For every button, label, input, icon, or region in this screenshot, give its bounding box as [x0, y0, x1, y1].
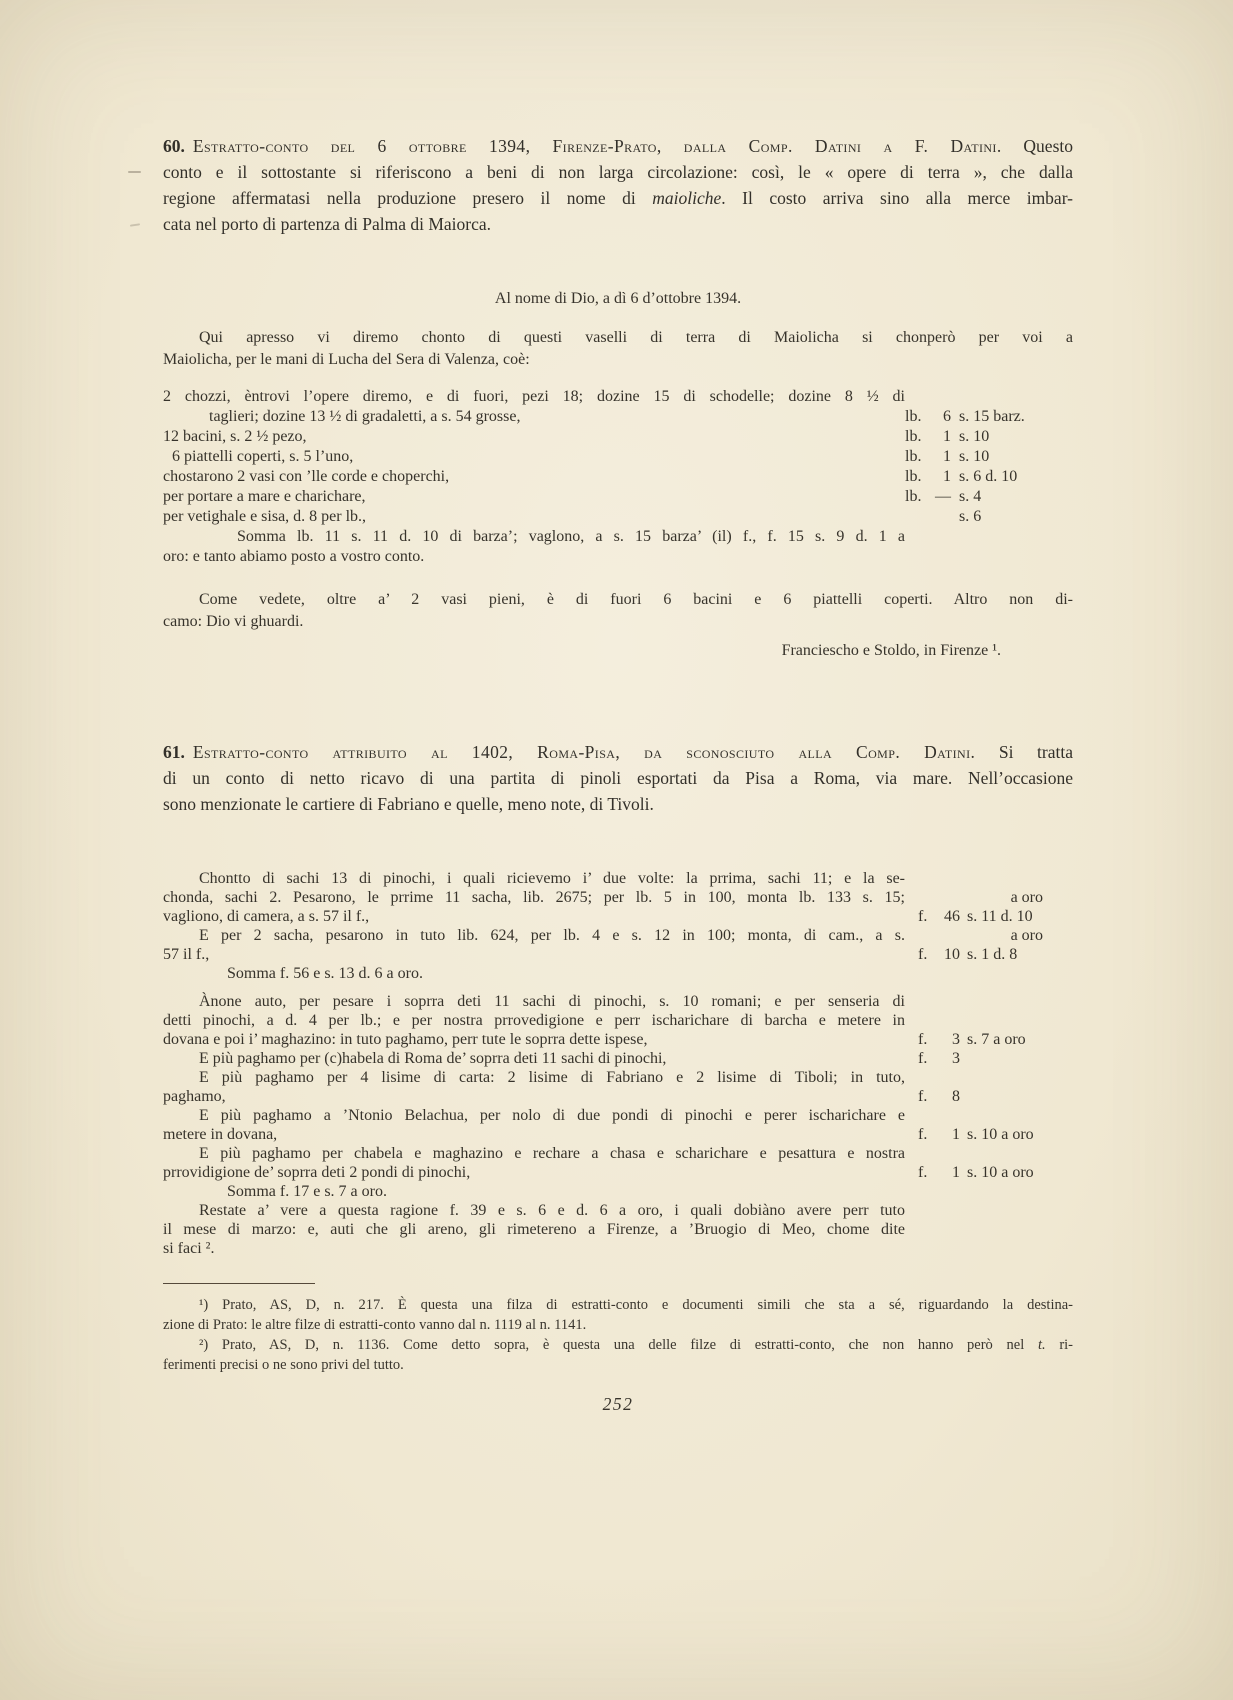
paragraph-line: Qui apresso vi diremo chonto di questi vaselli di terra di Maiolicha si chonperò per voi a — [199, 329, 1073, 346]
account-entry-line — [163, 964, 1073, 983]
entry-text: E più paghamo a ’Ntonio Belachua, per nolo di due pondi di pinochi e perer ischarichare e — [199, 1107, 905, 1124]
entry-text: 6 piattelli coperti, s. 5 l’uno, — [172, 448, 354, 465]
section-title: Estratto-conto attribuito al 1402, Roma-Pisa, da sconosciuto alla Comp. Datini. — [192, 742, 976, 762]
entry-amount — [905, 487, 1073, 507]
amount-unit: lb. — [905, 428, 922, 445]
amount-subunits: s. 10 — [959, 428, 990, 445]
entry-text: oro: e tanto abiamo posto a vostro conto. — [163, 548, 425, 565]
amount-value: 8 — [952, 1088, 960, 1105]
amount-unit: f. — [918, 908, 928, 925]
account-entry-line — [163, 1239, 1073, 1258]
amount-subunits: s. 1 d. 8 — [967, 946, 1018, 963]
section-title: Estratto-conto del 6 ottobre 1394, Firenze-Prato, dalla Comp. Datini a F. Datini. — [192, 136, 1002, 156]
amount-subunits: s. 6 — [959, 508, 982, 525]
amount-unit: lb. — [905, 488, 922, 505]
amount-value: 1 — [943, 428, 951, 445]
paragraph-line: Come vedete, oltre a’ 2 vasi pieni, è di fuori 6 bacini e 6 piattelli coperti. Altro non di- — [199, 591, 1073, 608]
headnote-line: conto e il sottostante si riferiscono a beni di non larga circolazione: così, le « opere di terra », che dalla — [163, 162, 1073, 182]
footnote-line: ferimenti precisi o ne sono privi del tutto. — [163, 1357, 404, 1373]
account-block-61 — [163, 869, 1073, 1258]
amount-unit: f. — [918, 1126, 928, 1143]
entry-amount — [905, 1049, 1073, 1068]
account-entry-line — [163, 447, 1073, 467]
amount-tail: a oro — [1010, 889, 1043, 906]
entry-amount — [905, 1087, 1073, 1106]
account-entry-line — [163, 1087, 1073, 1106]
footnotes-block — [163, 1283, 1073, 1375]
headnote-line: cata nel porto di partenza di Palma di Maiorca. — [163, 214, 491, 234]
account-entry-line — [163, 1049, 1073, 1068]
account-entry-line — [163, 507, 1073, 527]
amount-value: 46 — [944, 908, 960, 925]
account-entry-line — [163, 907, 1073, 926]
account-entry-line — [163, 945, 1073, 964]
entry-text: taglieri; dozine 13 ½ di gradaletti, a s. 54 grosse, — [209, 408, 521, 425]
footnotes-text — [163, 1295, 1073, 1375]
amount-value: 10 — [944, 946, 960, 963]
account-entry-line — [163, 926, 1073, 945]
footnote-text: ²) Prato, AS, D, n. 1136. Come detto sopra, è questa una delle filze di estratti-conto, che non hanno però nel — [199, 1337, 1025, 1353]
account-entry-line — [163, 1011, 1073, 1030]
entry-text: detti pinochi, a d. 4 per lb.; e per nostra prrovedigione e perr ischarichare di barcha e metere in — [163, 1012, 905, 1029]
entry-text: E più paghamo per 4 lisime di carta: 2 lisime di Fabriano e 2 lisime di Tiboli; in tuto, — [199, 1069, 905, 1086]
section-60-headnote — [163, 133, 1073, 237]
paragraph-line: Maiolicha, per le mani di Lucha del Sera di Valenza, coè: — [163, 351, 530, 368]
account-entry-line — [163, 547, 1073, 567]
entry-text: 57 il f., — [163, 946, 210, 963]
entry-text: E più paghamo per (c)habela di Roma de’ soprra deti 11 sachi di pinochi, — [199, 1050, 667, 1067]
entry-text: vagliono, di camera, a s. 57 il f., — [163, 908, 370, 925]
footnote-line: ¹) Prato, AS, D, n. 217. È questa una filza di estratti-conto e documenti simili che sta a sé, riguardando la destina- — [199, 1297, 1073, 1313]
entry-text: prrovidigione de’ soprra deti 2 pondi di pinochi, — [163, 1164, 471, 1181]
account-entry-line — [163, 1201, 1073, 1220]
account-entry-line — [163, 1220, 1073, 1239]
account-entry-line — [163, 487, 1073, 507]
headnote-line — [163, 133, 1073, 159]
paragraph-gap — [163, 983, 1073, 992]
entry-amount — [905, 507, 1073, 527]
entry-amount — [905, 907, 1073, 926]
entry-text: E più paghamo per chabela e maghazino e rechare a chasa e scharichare e pesattura e nostra — [199, 1145, 905, 1162]
document-60-opening-paragraph — [163, 327, 1073, 371]
footnote-text: ri- — [1059, 1337, 1074, 1353]
amount-unit: f. — [918, 1031, 928, 1048]
footnote-separator-rule — [163, 1283, 315, 1284]
entry-amount — [905, 427, 1073, 447]
entry-text: Chontto di sachi 13 di pinochi, i quali ricievemo i’ due volte: la prrima, sachi 11; e la se- — [199, 870, 905, 887]
entry-text: Somma lb. 11 s. 11 d. 10 di barza’; vaglono, a s. 15 barza’ (il) f., f. 15 s. 9 d. 1 a — [237, 528, 905, 545]
amount-unit: lb. — [905, 468, 922, 485]
amount-subunits: s. 10 — [959, 448, 990, 465]
headnote-line — [163, 739, 1073, 765]
entry-amount — [905, 926, 1073, 945]
section-number: 60. — [163, 136, 185, 156]
account-entry-line — [163, 1125, 1073, 1144]
entry-amount — [905, 467, 1073, 487]
amount-value: 1 — [952, 1164, 960, 1181]
amount-subunits: s. 7 a oro — [967, 1031, 1026, 1048]
amount-subunits: s. 10 a oro — [967, 1126, 1034, 1143]
headnote-text: regione affermatasi nella produzione presero il nome di — [163, 188, 636, 208]
entry-text: Ànone auto, per pesare i soprra deti 11 sachi di pinochi, s. 10 romani; e per senseria di — [199, 993, 905, 1010]
amount-subunits: s. 15 barz. — [959, 408, 1025, 425]
headnote-text: Si tratta — [998, 742, 1074, 762]
document-60-closing-paragraph — [163, 589, 1073, 633]
amount-subunits: s. 11 d. 10 — [967, 908, 1033, 925]
paragraph-line: camo: Dio vi ghuardi. — [163, 613, 304, 630]
entry-text: dovana e poi i’ maghazino: in tuto paghamo, perr tute le soprra dette ispese, — [163, 1031, 648, 1048]
section-61-headnote — [163, 739, 1073, 817]
entry-text: chonda, sachi 2. Pesarono, le prrime 11 sacha, lib. 2675; per lb. 5 in 100, monta lb. 133 s. 15; — [163, 889, 905, 906]
entry-text: si faci ². — [163, 1240, 215, 1257]
amount-subunits: s. 6 d. 10 — [959, 468, 1018, 485]
entry-text: metere in dovana, — [163, 1126, 278, 1143]
footnote-line — [163, 1335, 1073, 1355]
margin-pencil-mark — [128, 171, 141, 173]
account-entry-line — [163, 407, 1073, 427]
account-entry-line — [163, 1144, 1073, 1163]
entry-amount — [905, 1125, 1073, 1144]
headnote-line: di un conto di netto ricavo di una partita di pinoli esportati da Pisa a Roma, via mare. Nell’occasione — [163, 768, 1073, 788]
amount-value: 1 — [943, 468, 951, 485]
account-entry-line — [163, 1106, 1073, 1125]
amount-value: 3 — [952, 1031, 960, 1048]
amount-unit: f. — [918, 1050, 928, 1067]
italic-term: t. — [1037, 1337, 1046, 1353]
entry-text: il mese di marzo: e, auti che gli areno, gli rimetereno a Firenze, a ’Bruogio di Meo, chome dite — [163, 1221, 905, 1238]
headnote-line: sono menzionate le cartiere di Fabriano e quelle, meno note, di Tivoli. — [163, 794, 654, 814]
entry-amount — [905, 407, 1073, 427]
document-dateline: Al nome di Dio, a dì 6 d’ottobre 1394. — [494, 290, 742, 307]
entry-text: paghamo, — [163, 1088, 226, 1105]
amount-value: 3 — [952, 1050, 960, 1067]
amount-value: 1 — [952, 1126, 960, 1143]
entry-text: E per 2 sacha, pesarono in tuto lib. 624, per lb. 4 e s. 12 in 100; monta, di cam., a s. — [199, 927, 905, 944]
account-entry-line — [163, 869, 1073, 888]
amount-unit: lb. — [905, 448, 922, 465]
entry-amount — [905, 447, 1073, 467]
amount-tail: a oro — [1010, 927, 1043, 944]
footnote-line: zione di Prato: le altre filze di estratti-conto vanno dal n. 1119 al n. 1141. — [163, 1317, 587, 1333]
headnote-text: . Il costo arriva sino alla merce imbar- — [721, 188, 1074, 208]
account-entry-line — [163, 1163, 1073, 1182]
amount-unit: f. — [918, 1164, 928, 1181]
amount-unit: f. — [918, 946, 928, 963]
account-entry-line — [163, 1182, 1073, 1201]
account-entry-line — [163, 427, 1073, 447]
account-entry-line — [163, 387, 1073, 407]
account-entry-line — [163, 1068, 1073, 1087]
section-number: 61. — [163, 742, 185, 762]
amount-unit: f. — [918, 1088, 928, 1105]
margin-pencil-mark — [130, 223, 140, 226]
entry-text: per vetighale e sisa, d. 8 per lb., — [163, 508, 367, 525]
amount-value: 6 — [943, 408, 951, 425]
entry-text: 12 bacini, s. 2 ½ pezo, — [163, 428, 307, 445]
account-entry-line — [163, 1030, 1073, 1049]
amount-value: — — [935, 488, 951, 505]
account-entry-line — [163, 888, 1073, 907]
account-block-60 — [163, 387, 1073, 567]
headnote-text: Questo — [1023, 136, 1073, 156]
amount-unit: lb. — [905, 408, 922, 425]
account-entry-line — [163, 992, 1073, 1011]
entry-amount — [905, 1163, 1073, 1182]
entry-amount — [905, 1030, 1073, 1049]
entry-text: Somma f. 17 e s. 7 a oro. — [227, 1183, 387, 1200]
entry-text: chostarono 2 vasi con ’lle corde e choperchi, — [163, 468, 450, 485]
entry-text: Somma f. 56 e s. 13 d. 6 a oro. — [227, 965, 423, 982]
amount-subunits: s. 10 a oro — [967, 1164, 1034, 1181]
entry-text: Restate a’ vere a questa ragione f. 39 e s. 6 e d. 6 a oro, i quali dobiàno avere perr tuto — [199, 1202, 905, 1219]
headnote-line — [163, 185, 1073, 211]
entry-amount — [905, 888, 1073, 907]
entry-text: 2 chozzi, èntrovi l’opere diremo, e di fuori, pezi 18; dozine 15 di schodelle; dozine 8 ½ di — [163, 388, 905, 405]
amount-value: 1 — [943, 448, 951, 465]
account-entry-line — [163, 467, 1073, 487]
italic-term: maioliche — [652, 188, 722, 208]
account-entry-line — [163, 527, 1073, 547]
page-number: 252 — [602, 1394, 634, 1414]
amount-subunits: s. 4 — [959, 488, 982, 505]
document-signature: Franciescho e Stoldo, in Firenze ¹. — [781, 642, 1001, 659]
entry-text: per portare a mare e charichare, — [163, 488, 366, 505]
entry-amount — [905, 945, 1073, 964]
